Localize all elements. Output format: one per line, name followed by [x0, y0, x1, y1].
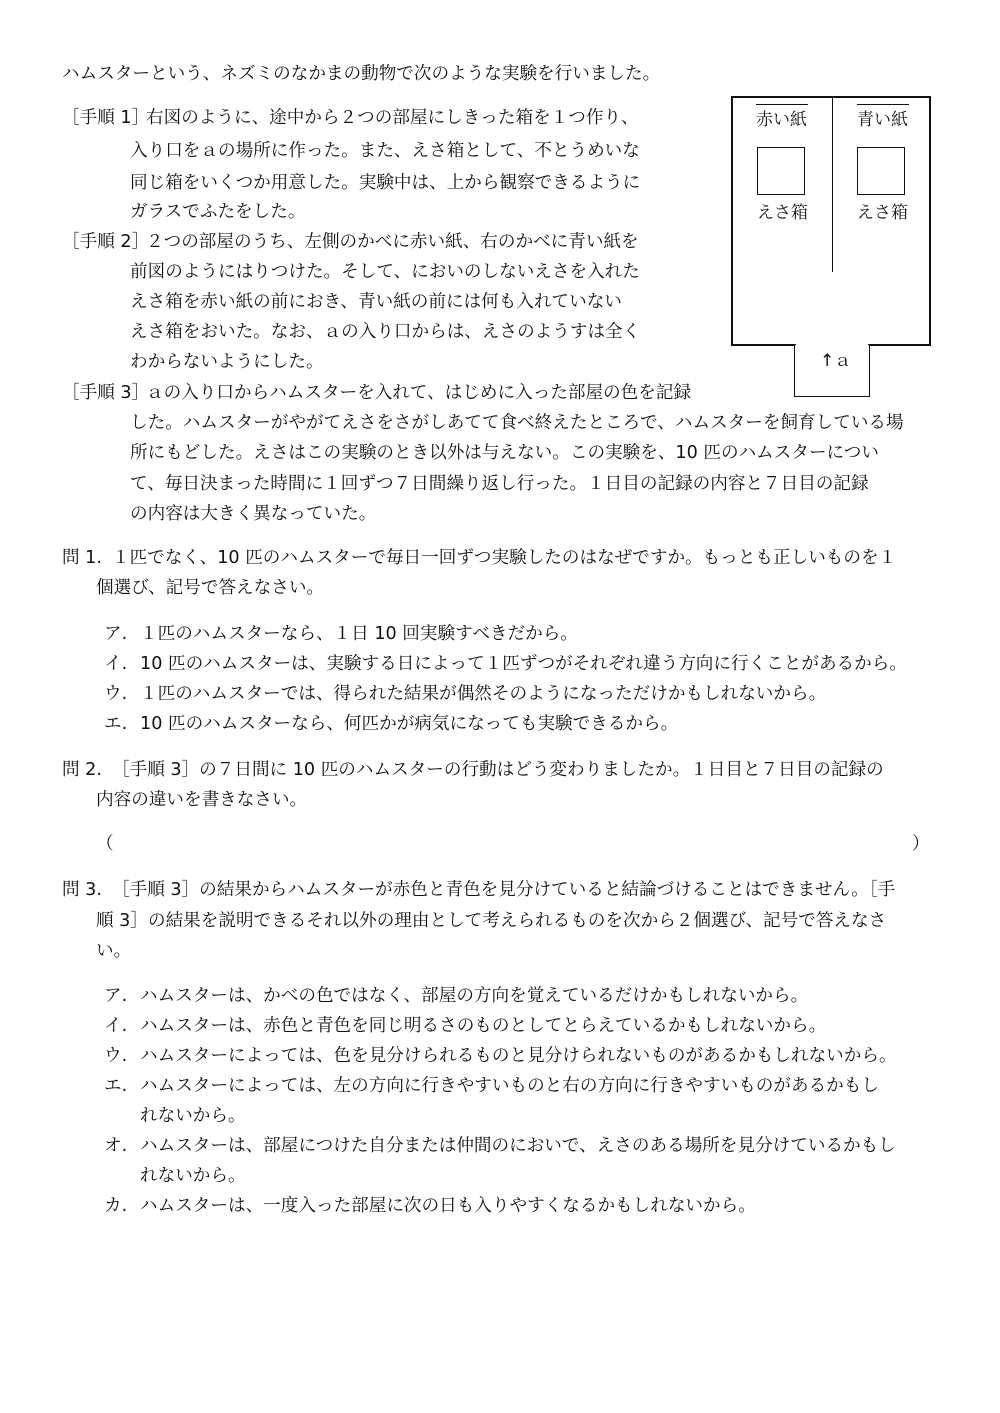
- q3-choice-mark: オ.: [104, 1136, 128, 1156]
- procedure-1-line: 右図のように、途中から２つの部屋にしきった箱を１つ作り、: [146, 108, 639, 128]
- q3-choice-text: ハムスターは、一度入った部屋に次の日も入りやすくなるかもしれないから。: [140, 1196, 756, 1216]
- q3-choice-text: ハムスターは、かべの色ではなく、部屋の方向を覚えているだけかもしれないから。: [140, 986, 809, 1006]
- q3-choice-text: ハムスターによっては、左の方向に行きやすいものと右の方向に行きやすいものがあるかもし: [140, 1076, 879, 1096]
- q3-choice-mark: イ.: [104, 1016, 128, 1036]
- question-3-line: 順 3］の結果を説明できるそれ以外の理由として考えられるものを次から２個選び、記号で答えなさ: [96, 911, 887, 931]
- q1-choice-mark: イ.: [104, 654, 128, 674]
- q1-choice-mark: エ.: [104, 714, 128, 734]
- q3-choice-mark: ウ.: [104, 1046, 128, 1066]
- procedure-3-line: 所にもどした。えさはこの実験のとき以外は与えない。この実験を、10 匹のハムスターについ: [130, 443, 879, 463]
- q3-choice-text: ハムスターは、赤色と青色を同じ明るさのものとしてとらえているかもしれないから。: [140, 1016, 827, 1036]
- red-paper-label: 赤い紙: [756, 110, 807, 130]
- q3-choice-text: ハムスターによっては、色を見分けられるものと見分けられないものがあるかもしれないから。: [140, 1046, 897, 1066]
- answer-close-paren: ）: [912, 834, 930, 854]
- procedure-2-label: ［手順 2］: [62, 232, 150, 252]
- procedure-3-line: て、毎日決まった時間に１回ずつ７日間繰り返し行った。１日目の記録の内容と７日目の記録: [130, 474, 869, 494]
- question-2-line: 内容の違いを書きなさい。: [96, 790, 308, 810]
- procedure-1-line: 同じ箱をいくつか用意した。実験中は、上から観察できるように: [130, 173, 641, 193]
- question-1-line: １匹でなく、10 匹のハムスターで毎日一回ずつ実験したのはなぜですか。もっとも正しいものを１: [112, 548, 897, 568]
- blue-paper-marker: [857, 104, 909, 105]
- question-1-label: 問 1.: [62, 548, 102, 568]
- procedure-2-line: わからないようにした。: [130, 352, 324, 372]
- procedure-2-line: ２つの部屋のうち、左側のかべに赤い紙、右のかべに青い紙を: [146, 232, 639, 252]
- q1-choice-mark: ア.: [104, 624, 128, 644]
- procedure-1-line: 入り口をａの場所に作った。また、えさ箱として、不とうめいな: [130, 141, 640, 161]
- q3-choice-text: れないから。: [140, 1106, 246, 1126]
- procedure-3-label: ［手順 3］: [62, 383, 150, 403]
- left-food-box-label: えさ箱: [757, 203, 808, 223]
- question-2-label: 問 2.: [62, 760, 102, 780]
- question-1-line: 個選び、記号で答えなさい。: [96, 578, 325, 598]
- q3-choice-mark: ア.: [104, 986, 128, 1006]
- q1-choice-text: １匹のハムスターなら、１日 10 回実験すべきだから。: [140, 624, 578, 644]
- q3-choice-mark: エ.: [104, 1076, 128, 1096]
- procedure-2-line: えさ箱を赤い紙の前におき、青い紙の前には何も入れていない: [130, 292, 622, 312]
- entrance-opening: [796, 344, 868, 348]
- procedure-2-line: えさ箱をおいた。なお、ａの入り口からは、えさのようすは全く: [130, 322, 641, 342]
- room-divider: [832, 96, 833, 272]
- question-3-line: い。: [96, 941, 132, 961]
- answer-open-paren: （: [96, 834, 114, 854]
- procedure-3-line: ａの入り口からハムスターを入れて、はじめに入った部屋の色を記録: [146, 383, 692, 403]
- question-3-line: ［手順 3］の結果からハムスターが赤色と青色を見分けていると結論づけることはできません。［手: [112, 880, 896, 900]
- question-2-line: ［手順 3］の７日間に 10 匹のハムスターの行動はどう変わりましたか。１日目と７日目の記録の: [112, 760, 884, 780]
- procedure-1-line: ガラスでふたをした。: [130, 202, 306, 222]
- q3-choice-text: れないから。: [140, 1166, 246, 1186]
- intro-text: ハムスターという、ネズミのなかまの動物で次のような実験を行いました。: [62, 64, 661, 84]
- q1-choice-text: 10 匹のハムスターは、実験する日によって１匹ずつがそれぞれ違う方向に行くことがあるから。: [140, 654, 907, 674]
- procedure-1-label: ［手順 1］: [62, 108, 150, 128]
- left-food-box: [757, 147, 805, 195]
- blue-paper-label: 青い紙: [857, 110, 908, 130]
- red-paper-marker: [756, 104, 808, 105]
- q1-choice-text: １匹のハムスターでは、得られた結果が偶然そのようになっただけかもしれないから。: [140, 684, 827, 704]
- right-food-box: [857, 147, 905, 195]
- procedure-2-line: 前図のようにはりつけた。そして、においのしないえさを入れた: [130, 262, 640, 282]
- q1-choice-mark: ウ.: [104, 684, 128, 704]
- entrance-a-label: ↑ａ: [820, 351, 852, 371]
- question-3-label: 問 3.: [62, 880, 102, 900]
- q3-choice-text: ハムスターは、部屋につけた自分または仲間のにおいで、えさのある場所を見分けているかもし: [140, 1136, 896, 1156]
- procedure-3-line: の内容は大きく異なっていた。: [130, 504, 377, 524]
- q3-choice-mark: カ.: [104, 1196, 128, 1216]
- procedure-3-line: した。ハムスターがやがてえさをさがしあてて食べ終えたところで、ハムスターを飼育している場: [130, 413, 904, 433]
- right-food-box-label: えさ箱: [857, 203, 908, 223]
- q1-choice-text: 10 匹のハムスターなら、何匹かが病気になっても実験できるから。: [140, 714, 679, 734]
